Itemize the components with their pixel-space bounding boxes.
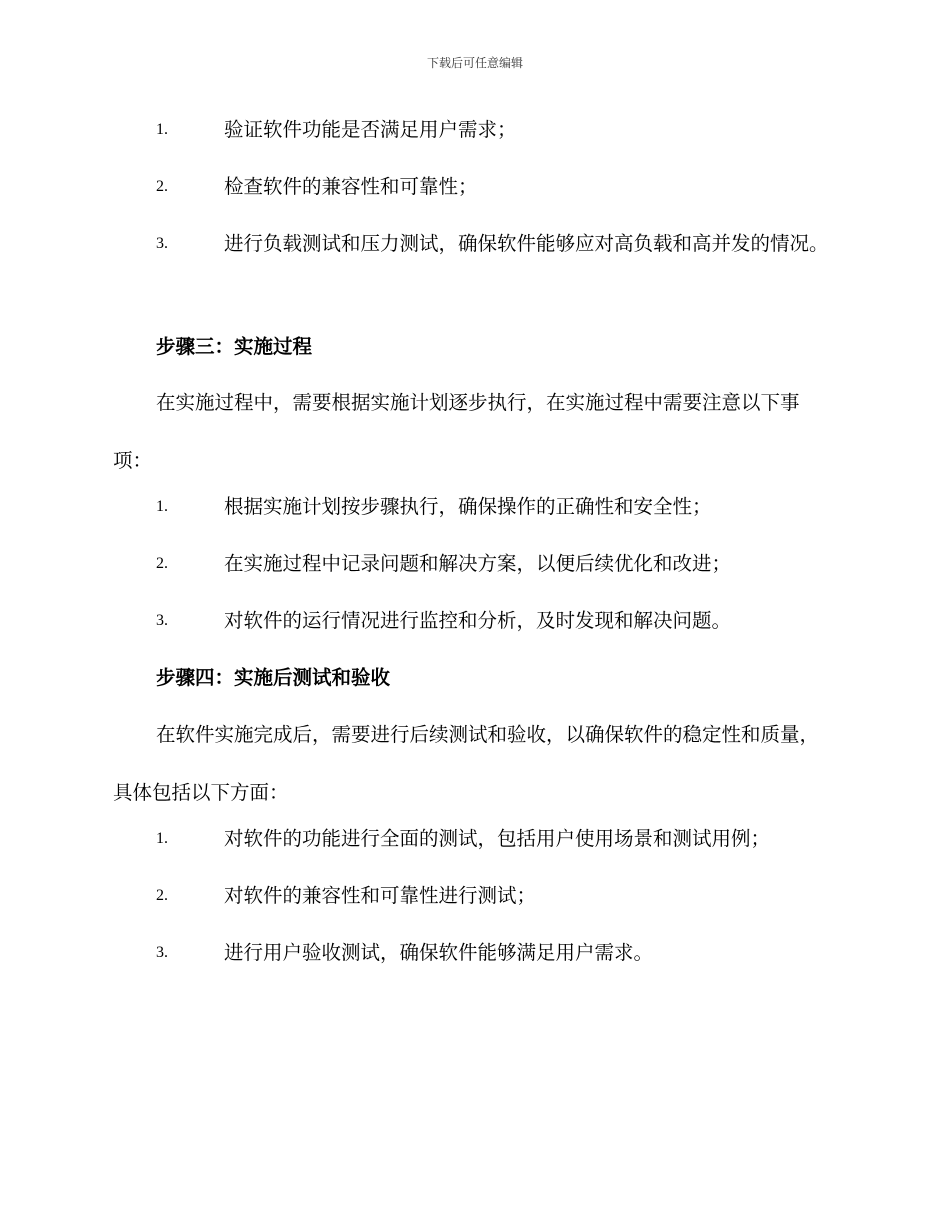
list-text: 在实施过程中记录问题和解决方案，以便后续优化和改进； <box>224 552 732 575</box>
paragraph-step3-intro: 在实施过程中，需要根据实施计划逐步执行，在实施过程中需要注意以下事项： <box>113 391 800 472</box>
list-text: 对软件的运行情况进行监控和分析，及时发现和解决问题。 <box>224 609 732 632</box>
page-header: 下载后可任意编辑 <box>426 56 523 70</box>
list-text: 验证软件功能是否满足用户需求； <box>224 118 517 141</box>
list-number: 2. <box>156 555 168 572</box>
list-text: 对软件的兼容性和可靠性进行测试； <box>224 884 537 907</box>
list-text: 进行用户验收测试，确保软件能够满足用户需求。 <box>224 941 654 964</box>
list-number: 1. <box>156 830 168 847</box>
list-item <box>113 598 837 643</box>
list-item <box>113 164 837 209</box>
list-text: 对软件的功能进行全面的测试，包括用户使用场景和测试用例； <box>224 827 771 850</box>
section-heading-step4: 步骤四：实施后测试和验收 <box>156 666 391 689</box>
list-number: 3. <box>156 612 168 629</box>
list-item <box>113 221 837 266</box>
list-item <box>113 484 837 529</box>
paragraph-step4-intro: 在软件实施完成后，需要进行后续测试和验收，以确保软件的稳定性和质量，具体包括以下方面： <box>113 723 820 804</box>
list-item <box>113 107 837 152</box>
list-text: 进行负载测试和压力测试，确保软件能够应对高负载和高并发的情况。 <box>224 232 829 255</box>
list-number: 3. <box>156 944 168 961</box>
section-heading-step3: 步骤三：实施过程 <box>156 335 313 358</box>
list-text: 检查软件的兼容性和可靠性； <box>224 175 478 198</box>
list-number: 2. <box>156 887 168 904</box>
list-number: 3. <box>156 235 168 252</box>
list-item <box>113 873 837 918</box>
list-item <box>113 541 837 586</box>
list-number: 1. <box>156 498 168 515</box>
list-number: 2. <box>156 178 168 195</box>
list-number: 1. <box>156 121 168 138</box>
list-item <box>113 930 837 975</box>
list-item <box>113 816 837 861</box>
list-text: 根据实施计划按步骤执行，确保操作的正确性和安全性； <box>224 495 712 518</box>
